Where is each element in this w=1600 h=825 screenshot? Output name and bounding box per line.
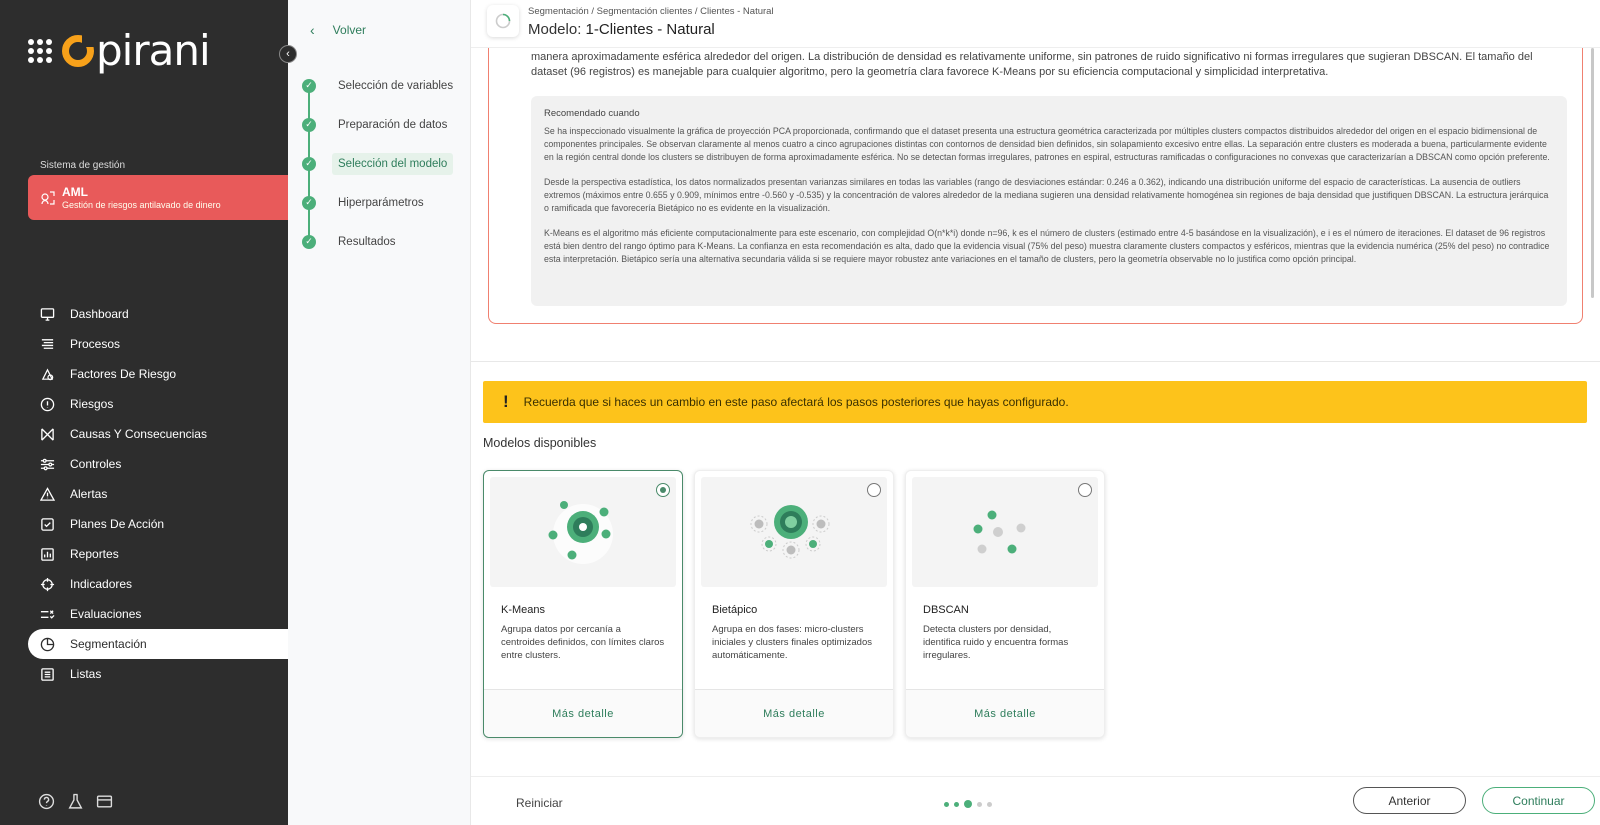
check-icon: ✓ <box>302 118 316 132</box>
recommended-paragraph: Desde la perspectiva estadística, los datos normalizados presentan varianzas similares en todas las variables (rango de desviaciones estándar: 0.246 a 0.362), indicando una distribución uniforme del espacio de características. La ausencia de outliers extremos (máximos entre 0.655 y 0.909, mínimos entre -0.560 y -0.535) y la concentración de valores alrededor de la mediana sugieren una densidad relativamente homogénea sin regiones de baja densidad que justifiquen DBSCAN. La estructura jerárquica o ramificada que favorecería Bietápico no es evidente en la visualización. <box>544 177 1549 213</box>
step-preparacion[interactable] <box>302 105 459 144</box>
model-description: Agrupa datos por cercanía a centroides definidos, con límites claros entre clusters. <box>501 624 665 661</box>
step-label: Resultados <box>338 235 396 248</box>
more-detail-button[interactable]: Más detalle <box>695 689 893 737</box>
warning-icon <box>40 487 55 502</box>
sidebar-item-riesgos[interactable] <box>28 389 288 419</box>
sidebar-item-factores[interactable] <box>28 359 288 389</box>
module-card-aml[interactable] <box>28 175 288 220</box>
alert-circle-icon <box>40 397 55 412</box>
continue-button[interactable]: Continuar <box>1482 787 1595 814</box>
step-list <box>302 66 459 261</box>
sidebar-item-listas[interactable] <box>28 659 288 689</box>
progress-dot <box>954 802 959 807</box>
back-label: Volver <box>332 23 367 37</box>
more-detail-button[interactable]: Más detalle <box>484 689 682 737</box>
bowtie-icon <box>40 427 55 442</box>
sliders-icon <box>40 457 55 472</box>
check-icon: ✓ <box>302 196 316 210</box>
apps-grid-icon[interactable] <box>28 39 52 63</box>
help-icon[interactable] <box>38 793 55 810</box>
title-prefix: Modelo: <box>528 21 582 38</box>
sidebar-item-procesos[interactable] <box>28 329 288 359</box>
progress-dot <box>987 802 992 807</box>
progress-dot <box>977 802 982 807</box>
model-card-dbscan[interactable] <box>905 470 1105 738</box>
flask-icon[interactable] <box>67 793 84 810</box>
step-hiperparametros[interactable] <box>302 183 459 222</box>
wizard-stepper <box>288 0 471 825</box>
sidebar-item-indicadores[interactable] <box>28 569 288 599</box>
models-heading: Modelos disponibles <box>483 436 597 450</box>
module-title: AML <box>62 185 88 199</box>
step-resultados[interactable] <box>302 222 459 261</box>
progress-dot-current <box>964 800 972 808</box>
step-label: Preparación de datos <box>338 118 448 131</box>
recommended-paragraph: Se ha inspeccionado visualmente la gráfica de proyección PCA proporcionada, confirmando que el dataset presenta una estructura geométrica caracterizada por múltiples clusters compactos distribuidos alrededor del origen en el espacio bidimensional de componentes principales. Se observan claramente al menos cuatro a cinco agrupaciones distintas con contornos de densidad bien definidos, sin solapamiento excesivo entre ellas. La separación entre clusters es moderada a buena, particularmente evidente en la región central donde los clusters se distribuyen de forma aproximadamente esférica. No se detectan formas irregulares, patrones en espiral, estructuras ramificadas o configuraciones no convexas que caracterizarían a DBSCAN como opción preferente. <box>544 126 1550 162</box>
sidebar-item-label: Segmentación <box>70 637 147 651</box>
sidebar-item-planes[interactable] <box>28 509 288 539</box>
sidebar-item-label: Alertas <box>70 487 108 501</box>
brand-name: pirani <box>96 26 210 75</box>
segmentation-icon <box>487 5 519 37</box>
sidebar-item-label: Riesgos <box>70 397 114 411</box>
sidebar-item-label: Procesos <box>70 337 121 351</box>
lists-icon <box>40 667 55 682</box>
recommendation-panel <box>488 30 1583 324</box>
previous-button[interactable]: Anterior <box>1353 787 1466 814</box>
reset-button[interactable]: Reiniciar <box>516 796 563 810</box>
kmeans-illustration-icon <box>490 477 676 587</box>
main-content <box>471 0 1600 825</box>
chevron-left-icon: ‹ <box>286 48 290 60</box>
page-header <box>471 0 1600 48</box>
sidebar-item-label: Dashboard <box>70 307 129 321</box>
recommended-when-box <box>531 96 1567 306</box>
sidebar-item-reportes[interactable] <box>28 539 288 569</box>
warning-banner <box>483 381 1587 423</box>
sidebar-item-label: Indicadores <box>70 577 133 591</box>
report-icon <box>40 547 55 562</box>
sidebar-footer <box>38 793 113 810</box>
checklist-icon <box>40 517 55 532</box>
model-name: DBSCAN <box>923 604 969 616</box>
crosshair-icon <box>40 577 55 592</box>
sidebar-item-label: Factores De Riesgo <box>70 367 177 381</box>
recommendation-text: manera aproximadamente esférica alrededor del origen. La distribución de densidad es relativamente uniforme, sin patrones de ruido significativo ni formas irregulares que sugieran DBSCAN. El tamaño del dataset (96 registros) es manejable para cualquier algoritmo, pero la geometría clara favorece K-Means por su eficiencia computacional y simplicidad interpretativa. <box>531 51 1533 78</box>
sidebar-nav <box>28 299 288 689</box>
sidebar-item-causas[interactable] <box>28 419 288 449</box>
sidebar-item-dashboard[interactable] <box>28 299 288 329</box>
step-label: Hiperparámetros <box>338 196 424 209</box>
check-icon: ✓ <box>302 79 316 93</box>
sidebar-item-segmentacion[interactable] <box>28 629 288 659</box>
list-icon <box>40 337 55 352</box>
sidebar-item-label: Controles <box>70 457 122 471</box>
step-label: Selección del modelo <box>332 153 453 175</box>
sidebar-item-label: Causas Y Consecuencias <box>70 427 207 441</box>
monitor-icon <box>40 307 55 322</box>
system-label: Sistema de gestión <box>40 160 126 171</box>
model-radio[interactable] <box>656 483 670 497</box>
sidebar-item-alertas[interactable] <box>28 479 288 509</box>
sidebar-item-label: Listas <box>70 667 102 681</box>
pie-icon <box>40 637 55 652</box>
progress-dot <box>944 802 949 807</box>
factors-icon <box>40 367 55 382</box>
aml-icon <box>40 190 56 206</box>
dbscan-illustration-icon <box>912 477 1098 587</box>
warning-text: Recuerda que si haces un cambio en este paso afectará los pasos posteriores que hayas configurado. <box>523 395 1069 409</box>
sidebar-item-evaluaciones[interactable] <box>28 599 288 629</box>
chevron-left-icon: ‹ <box>310 22 315 38</box>
step-label: Selección de variables <box>338 79 454 92</box>
evaluation-icon <box>40 607 55 622</box>
model-description: Agrupa en dos fases: micro-clusters iniciales y clusters finales optimizados automáticamente. <box>712 624 872 661</box>
wizard-footer <box>471 776 1600 825</box>
page-title <box>528 21 715 38</box>
recommended-paragraph: K-Means es el algoritmo más eficiente computacionalmente para este escenario, con complejidad O(n*k*i) donde n=96, k es el número de clusters (estimado entre 4-5 basándose en la visualización), e i es el número de iteraciones. El dataset de 96 registros está bien dentro del rango óptimo para K-Means. La confianza en esta recomendación es alta, dado que la evidencia visual (75% del peso) muestra claramente clusters compactos y esféricos, mientras que la evidencia numérica (25% del peso) no contradice esta interpretación. Bietápico sería una alternativa secundaria válida si se requiere mayor robustez ante variaciones en el tamaño de clusters, pero la geometría observable no lo justifica como opción principal. <box>544 228 1550 264</box>
step-modelo[interactable] <box>302 144 459 183</box>
model-name: Bietápico <box>712 604 758 616</box>
exclamation-icon: ! <box>503 392 509 411</box>
model-radio[interactable] <box>1078 483 1092 497</box>
sidebar-item-controles[interactable] <box>28 449 288 479</box>
logo-mark-icon <box>62 35 94 67</box>
model-name: K-Means <box>501 604 546 616</box>
sidebar-collapse-button[interactable] <box>279 45 297 63</box>
back-button[interactable] <box>310 22 366 38</box>
check-icon: ✓ <box>302 235 316 249</box>
recommended-when-title: Recomendado cuando <box>544 108 640 119</box>
module-subtitle: Gestión de riesgos antilavado de dinero <box>62 200 221 210</box>
model-description: Detecta clusters por densidad, identifica ruido y encuentra formas irregulares. <box>923 624 1069 661</box>
sidebar-item-label: Evaluaciones <box>70 607 142 621</box>
bietapico-illustration-icon <box>701 477 887 587</box>
step-variables[interactable] <box>302 66 459 105</box>
model-radio[interactable] <box>867 483 881 497</box>
breadcrumb: Segmentación / Segmentación clientes / Clientes - Natural <box>528 6 774 17</box>
model-card-kmeans[interactable] <box>483 470 683 738</box>
logo[interactable] <box>28 26 210 75</box>
progress-dots <box>944 800 992 808</box>
divider <box>471 361 1600 362</box>
scrollbar[interactable] <box>1589 48 1597 361</box>
sidebar <box>0 0 288 825</box>
sidebar-item-label: Planes De Acción <box>70 517 165 531</box>
model-card-bietapico[interactable] <box>694 470 894 738</box>
check-icon: ✓ <box>302 157 316 171</box>
sidebar-item-label: Reportes <box>70 547 119 561</box>
title-value: 1-Clientes - Natural <box>585 21 715 38</box>
more-detail-button[interactable]: Más detalle <box>906 689 1104 737</box>
card-icon[interactable] <box>96 793 113 810</box>
model-cards <box>483 470 1105 738</box>
